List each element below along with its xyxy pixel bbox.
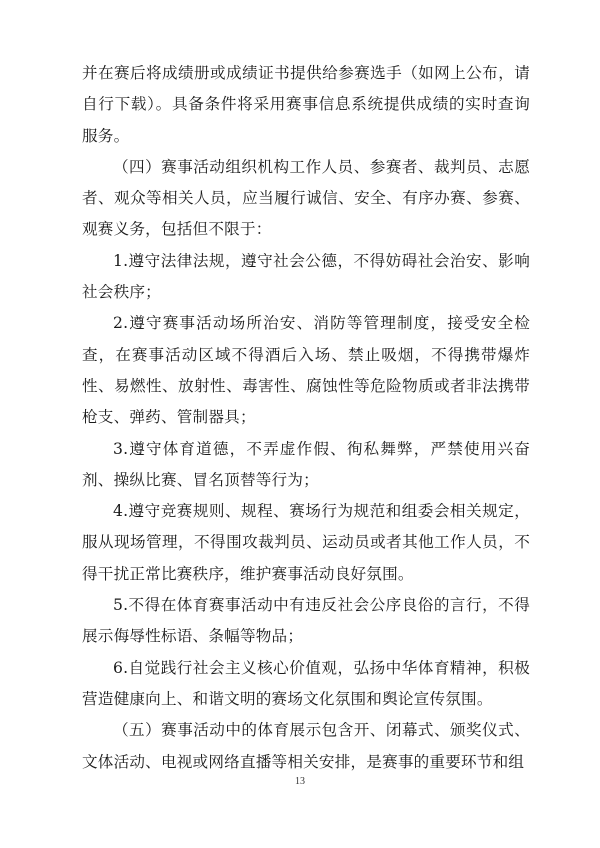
- paragraph-item-1: 1.遵守法律法规，遵守社会公德，不得妨碍社会治安、影响社会秩序；: [82, 251, 530, 302]
- paragraph-section-5: （五）赛事活动中的体育展示包含开、闭幕式、颁奖仪式、文体活动、电视或网络直播等相关安排，是赛事的重要环节和组: [82, 721, 530, 771]
- paragraph-item-2: 2.遵守赛事活动场所治安、消防等管理制度，接受安全检查，在赛事活动区域不得酒后入场、禁止吸烟，不得携带爆炸性、易燃性、放射性、毒害性、腐蚀性等危险物质或者非法携带枪支、弹药、管制器具；: [82, 314, 530, 427]
- paragraph-continuation: 并在赛后将成绩册或成绩证书提供给参赛选手（如网上公布，请自行下载）。具备条件将采用赛事信息系统提供成绩的实时查询服务。: [82, 64, 530, 145]
- page-number: 13: [295, 776, 305, 787]
- paragraph-item-3: 3.遵守体育道德，不弄虚作假、徇私舞弊，严禁使用兴奋剂、操纵比赛、冒名顶替等行为；: [82, 439, 530, 489]
- paragraph-item-6: 6.自觉践行社会主义核心价值观，弘扬中华体育精神，积极营造健康向上、和谐文明的赛场文化氛围和舆论宣传氛围。: [82, 658, 530, 708]
- page-body: [82, 58, 530, 778]
- paragraph-item-5: 5.不得在体育赛事活动中有违反社会公序良俗的言行，不得展示侮辱性标语、条幅等物品；: [82, 596, 530, 646]
- paragraph-section-4: （四）赛事活动组织机构工作人员、参赛者、裁判员、志愿者、观众等相关人员，应当履行诚信、安全、有序办赛、参赛、观赛义务，包括但不限于：: [82, 157, 530, 239]
- paragraph-item-4: 4.遵守竞赛规则、规程、赛场行为规范和组委会相关规定，服从现场管理，不得围攻裁判员、运动员或者其他工作人员，不得干扰正常比赛秩序，维护赛事活动良好氛围。: [82, 502, 530, 583]
